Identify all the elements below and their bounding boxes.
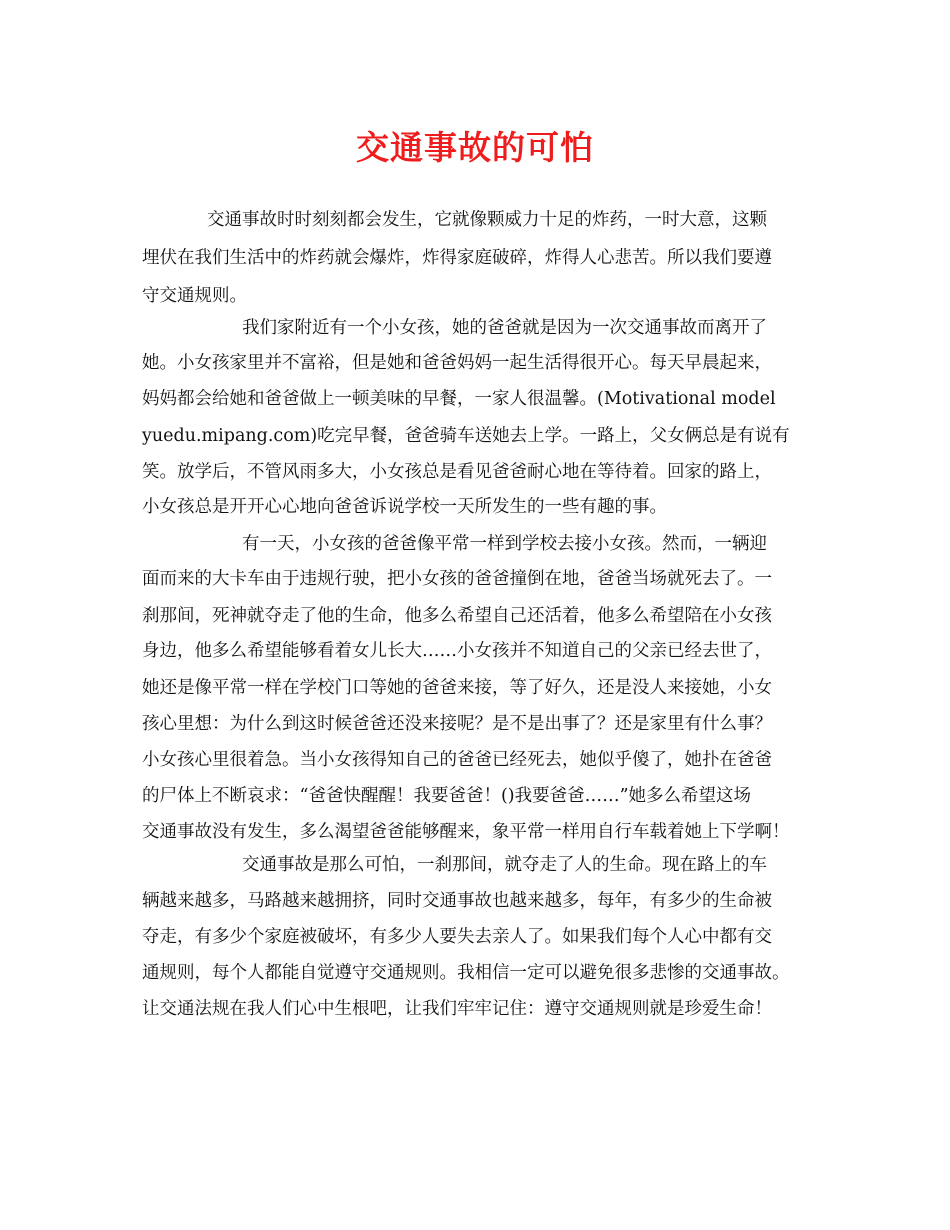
text-line: 妈妈都会给她和爸爸做上一顿美味的早餐，一家人很温馨。(Motivational model xyxy=(142,389,776,409)
text-line: 交通事故是那么可怕，一刹那间，就夺走了人的生命。现在路上的车 xyxy=(242,855,767,875)
text-line: 埋伏在我们生活中的炸药就会爆炸，炸得家庭破碎，炸得人心悲苦。所以我们要遵 xyxy=(142,248,772,268)
text-line: 孩心里想：为什么到这时候爸爸还没来接呢？是不是出事了？还是家里有什么事？ xyxy=(142,714,772,734)
text-line: 刹那间，死神就夺走了他的生命，他多么希望自己还活着，他多么希望陪在小女孩 xyxy=(142,606,772,626)
text-line: 面而来的大卡车由于违规行驶，把小女孩的爸爸撞倒在地，爸爸当场就死去了。一 xyxy=(142,569,772,589)
text-line: yuedu.mipang.com)吃完早餐，爸爸骑车送她去上学。一路上，父女俩总是有说有 xyxy=(142,426,790,446)
text-line: 夺走，有多少个家庭被破坏，有多少人要失去亲人了。如果我们每个人心中都有交 xyxy=(142,927,772,947)
document-title: 交通事故的可怕 xyxy=(356,128,594,167)
text-line: 小女孩心里很着急。当小女孩得知自己的爸爸已经死去，她似乎傻了，她扑在爸爸 xyxy=(142,750,772,770)
text-line: 身边，他多么希望能够看着女儿长大……小女孩并不知道自己的父亲已经去世了， xyxy=(142,641,772,661)
text-line: 有一天，小女孩的爸爸像平常一样到学校去接小女孩。然而，一辆迎 xyxy=(242,534,767,554)
text-line: 我们家附近有一个小女孩，她的爸爸就是因为一次交通事故而离开了 xyxy=(242,318,767,338)
text-line: 她。小女孩家里并不富裕，但是她和爸爸妈妈一起生活得很开心。每天早晨起来， xyxy=(142,353,772,373)
text-line: 的尸体上不断哀求：“爸爸快醒醒！我要爸爸！()我要爸爸……”她多么希望这场 xyxy=(142,786,752,806)
text-line: 笑。放学后，不管风雨多大，小女孩总是看见爸爸耐心地在等待着。回家的路上， xyxy=(142,462,772,482)
text-line: 守交通规则。 xyxy=(142,286,247,306)
text-line: 交通事故没有发生，多么渴望爸爸能够醒来，象平常一样用自行车载着她上下学啊！ xyxy=(142,822,790,842)
text-line: 通规则，每个人都能自觉遵守交通规则。我相信一定可以避免很多悲惨的交通事故。 xyxy=(142,963,790,983)
text-line: 让交通法规在我人们心中生根吧，让我们牢牢记住：遵守交通规则就是珍爱生命！ xyxy=(142,999,772,1019)
text-line: 小女孩总是开开心心地向爸爸诉说学校一天所发生的一些有趣的事。 xyxy=(142,497,667,517)
text-line: 她还是像平常一样在学校门口等她的爸爸来接，等了好久，还是没人来接她，小女 xyxy=(142,678,772,698)
text-line: 辆越来越多，马路越来越拥挤，同时交通事故也越来越多，每年，有多少的生命被 xyxy=(142,891,772,911)
text-line: 交通事故时时刻刻都会发生，它就像颗威力十足的炸药，一时大意，这颗 xyxy=(207,210,767,230)
